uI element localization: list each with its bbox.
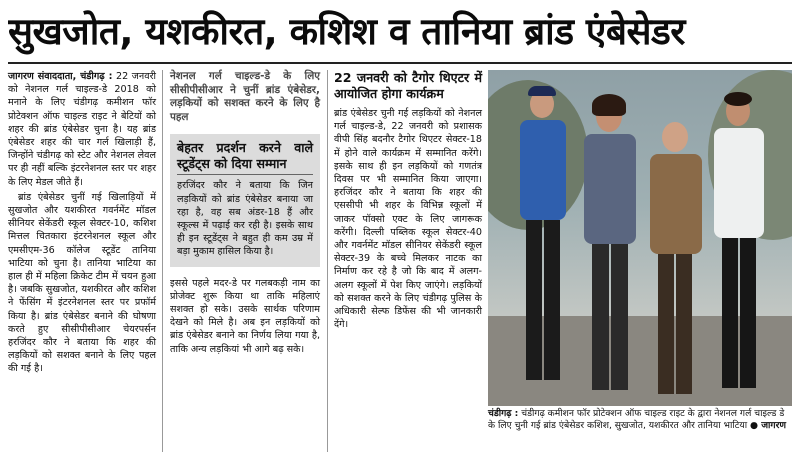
column-side-story: [170, 70, 320, 356]
event-title: 22 जनवरी को टैगोर थिएटर में आयोजित होगा कार्यक्रम: [334, 70, 482, 101]
highlight-box: [170, 134, 320, 266]
paragraph-intro: [8, 70, 156, 189]
column-divider: [162, 70, 163, 452]
paragraph-ambassadors: ब्रांड एंबेसेडर चुनीं गई खिलाड़ियों में सुखजोत और यशकीरत गवर्नमेंट मॉडल सीनियर सेकेंडरी स्कूल सेक्टर-10, कशिश मित्तल चितकारा इंटरनेशनल स्कूल और एमसीएम-36 कॉलेज स्टूडेंट तानिया भाटिया को चुना है। तानिया भाटिया का हाल ही में महिला क्रिकेट टीम में चयन हुआ है। जबकि सुखजोत, यशकीरत और कशिश ने फेंसिंग में इंटरनेशनल स्तर पर प्रफॉर्म किया है। ब्रांड एंबेसेडर बनाने की घोषणा करते हुए सीसीपीसीआर चेयरपर्सन हरजिंदर कौर ने बताया कि शहर की लड़कियों को सशक्त बनाने के लिए पहल की गई है।: [8, 191, 156, 375]
highlight-box-title: बेहतर प्रदर्शन करने वाले स्टूडेंट्स को दिया सम्मान: [177, 140, 313, 175]
caption-credit: ● जागरण: [750, 420, 786, 431]
headline: सुखजोत, यशकीरत, कशिश व तानिया ब्रांड एंबेसेडर: [8, 10, 685, 53]
photo-caption: [488, 408, 792, 452]
caption-place: चंडीगढ़ :: [488, 408, 519, 419]
headline-rule: [8, 62, 792, 64]
column-event-story: [334, 70, 482, 333]
paragraph-mother-day: इससे पहले मदर-डे पर गलबकड़ी नाम का प्रोजेक्ट शुरू किया था ताकि महिलाएं सशक्त हो सके। उसके सार्थक परिणाम देखने को मिले है। अब इन लड़कियों को ब्रांड एंबेसेडर बनाने का निर्णय लिया गया है, ताकि अन्य लड़कियां भी आगे बढ़ सके।: [170, 277, 320, 355]
pull-quote: नेशनल गर्ल चाइल्ड-डे के लिए सीसीपीसीआर ने चुनीं ब्रांड एंबेसेडर, लड़कियों को सशक्त करने के लिए है पहल: [170, 70, 320, 123]
paragraph-intro-text: 22 जनवरी को नेशनल गर्ल चाइल्ड-डे 2018 को मनाने के लिए चंडीगढ़ कमीशन फॉर प्रोटेक्शन ऑफ चाइल्ड राइट ने बेटियों को शहर की ब्रांड एंबेसेडर चुना है। यह ब्रांड एंबेसेडर शहर की चार गर्ल खिलाड़ी हैं, जिन्होंने चंडीगढ़ को स्टेट और नेशनल लेवल पर ही नहीं बल्कि इंटरनेशनल स्तर पर शहर के लिए मेडल जीते हैं।: [8, 71, 156, 188]
column-divider: [327, 70, 328, 452]
event-body: ब्रांड एंबेसेडर चुनी गई लड़कियों को नेशनल गर्ल चाइल्ड-डे, 22 जनवरी को प्रशासक वीपी सिंह बदनौर टैगोर थिएटर सेक्टर-18 में होने वाले कार्यक्रम में सम्मानित करेंगे। इसके साथ ही इन लड़कियों को गणतंत्र दिवस पर भी सम्मानित किया जाएगा। हरजिंदर कौर ने बताया कि शहर की एससीपी भी शहर के विभिन्न स्कूलों में जाकर पॉक्सो एक्ट के लिए जागरूक करेंगी। दिल्ली पब्लिक स्कूल सेक्टर-40 और गवर्नमेंट मॉडल सीनियर सेकेंडरी स्कूल सेक्टर-39 के बच्चे मिलकर नाटक का निर्माण कर रहे है जो कि बाद में अलग-अलग स्कूलों में पेश किए जाएंगे। लड़कियों को सशक्त करने के लिए चंडीगढ़ पुलिस के अधिकारी सेल्फ डिफेंस की भी जानकारी देंगे।: [334, 108, 482, 331]
column-main-story: [8, 70, 156, 378]
ambassadors-photo: [488, 70, 792, 406]
caption-text: चंडीगढ़ कमीशन फॉर प्रोटेक्शन ऑफ चाइल्ड राइट के द्वारा नेशनल गर्ल चाइल्ड डे के लिए चुनी गई ब्रांड एंबेसेडर कशिश, सुखजोत, यशकीरत और तानिया भाटिया: [488, 408, 785, 431]
highlight-box-body: हरजिंदर कौर ने बताया कि जिन लड़कियों को ब्रांड एंबेसेडर बनाया जा रहा है, वह सब अंडर-18 हैं और स्कूल्स में पढ़ाई कर रही है। इसके साथ ही इन स्टूडेंट्स ने बहुत ही कम उम्र में बड़ा मुकाम हासिल किया है।: [177, 180, 313, 258]
byline: जागरण संवाददाता, चंडीगढ़ :: [8, 71, 113, 82]
